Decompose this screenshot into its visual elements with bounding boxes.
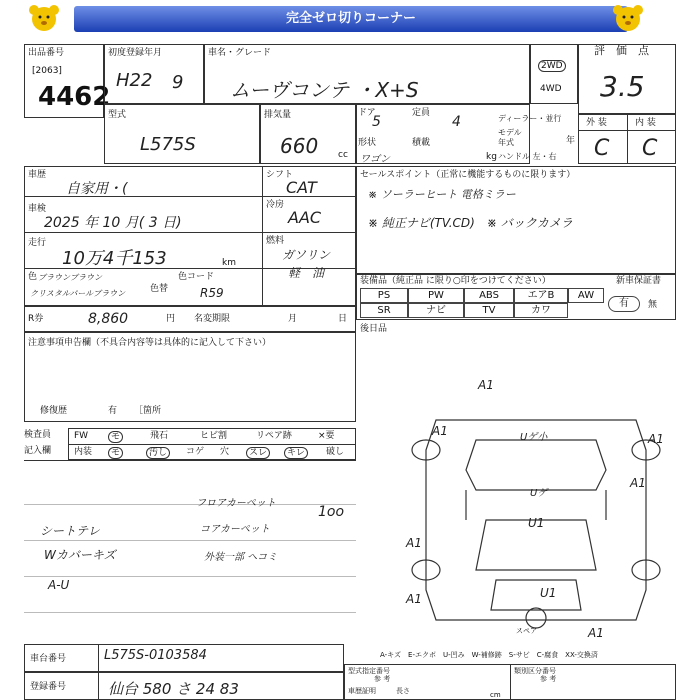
drive-2wd: 2WD	[538, 60, 566, 72]
diagram-legend: A-キズ E-エクボ U-凹み W-補修跡 S-サビ C-腐食 XX-交換済	[380, 651, 598, 659]
change-label: 名変期限	[194, 314, 231, 324]
name-label: 車名・グレード	[208, 48, 272, 58]
dmg-label-6: Uゲ	[530, 488, 548, 499]
recycle-value: 8,860	[88, 311, 129, 327]
insp-repair: リペア跡	[256, 431, 292, 441]
lot-number: 4462	[38, 82, 111, 112]
shift-value: CAT	[286, 178, 317, 197]
inspection-label: 車検	[28, 204, 47, 214]
notes-label: 注意事項申告欄（不具合内容等は具体的に記入して下さい）	[28, 338, 272, 348]
dmg-label-10: A1	[406, 592, 422, 606]
equip-airbag: エアB	[514, 288, 568, 303]
drive-4wd: 4WD	[540, 84, 562, 94]
mileage-label: 走行	[28, 238, 47, 248]
rear-seat-label: 後日品	[360, 324, 388, 334]
change-unit: 月	[288, 314, 298, 324]
remark-line-5: 外装一部 ヘコミ	[204, 552, 278, 563]
load-unit: kg	[486, 152, 497, 162]
fuel-label: 燃料	[266, 236, 285, 246]
color-value-sub: ブラウンブラウン	[38, 273, 102, 282]
repair-value: 有	[108, 406, 118, 416]
model-value: L575S	[140, 134, 196, 155]
remark-line-1: フロアカーペット	[196, 498, 276, 509]
recycle-label: R券	[28, 314, 44, 324]
remark-line-3: シートテレ	[40, 524, 100, 538]
load-label: 積載	[412, 138, 431, 148]
insp-rub: スレ	[246, 447, 270, 459]
fuel-value-2: 軽 油	[288, 266, 325, 280]
recycle-unit: 円	[166, 314, 176, 324]
type-label: 型式指定番号	[348, 667, 390, 675]
drive-box	[530, 44, 578, 104]
registration-value: 仙台 580 さ 24 83	[108, 680, 239, 698]
sales-line-2: ※ 純正ナビ(TV.CD) ※ バックカメラ	[368, 216, 573, 230]
dealer-label: ディーラー・並行	[498, 114, 562, 123]
color-value: クリスタルパールブラウン	[30, 289, 126, 298]
cc-label: 排気量	[264, 110, 292, 120]
handle-label: ハンドル 左・右	[498, 152, 557, 161]
grade-value: 3.5	[600, 70, 645, 103]
cat-ref: 参 考	[540, 675, 557, 683]
insp-int-mo: モ	[108, 447, 123, 459]
cat-label: 類別区分番号	[514, 667, 556, 675]
equip-navi: ナビ	[408, 303, 464, 318]
equip-pw: PW	[408, 288, 464, 303]
name-value: ムーヴコンテ ・X+S	[230, 78, 419, 102]
dmg-label-2: A1	[432, 424, 448, 438]
inspection-value: 2025 年 10 月( 3 日)	[44, 215, 182, 231]
insp-burn: コゲ	[186, 447, 205, 457]
sales-line-1: ※ ソーラーヒート 電格ミラー	[368, 188, 516, 201]
insp-need: ×要	[318, 431, 335, 441]
warranty-yes: 有	[608, 296, 640, 312]
dmg-label-3: Uゲ小	[520, 432, 548, 443]
warranty-label: 新車保証書	[616, 276, 662, 286]
lot-sub: [2063]	[32, 66, 62, 76]
dmg-label-5: A1	[630, 476, 646, 490]
code-label: 色コード	[178, 272, 215, 282]
dmg-label-9: U1	[540, 586, 557, 600]
door-value: 5	[372, 114, 381, 130]
model-label: 型式	[108, 110, 127, 120]
insp-hole: 穴	[220, 447, 230, 457]
dmg-label-4: A1	[648, 432, 664, 446]
cap-label: 定員	[412, 108, 431, 118]
cap-value: 4	[452, 114, 461, 130]
history-label: 車歴	[28, 170, 47, 180]
body-label: 形状	[358, 138, 377, 148]
recycle-box	[24, 306, 356, 332]
repair-place: ［箇所	[134, 406, 162, 416]
insp-mo: モ	[108, 431, 123, 443]
insp-stone: 飛石	[150, 431, 169, 441]
ac-value: AAC	[288, 208, 322, 227]
body-value: ワゴン	[360, 154, 390, 165]
code-value: R59	[200, 286, 224, 300]
dmg-label-11: A1	[588, 626, 604, 640]
tone-label: 色替	[150, 284, 169, 294]
equip-aw: AW	[568, 288, 604, 303]
grade-label: 評 価 点	[594, 44, 649, 57]
dmg-label-1: A1	[478, 378, 494, 392]
equipment-label: 装備品（純正品 に限り○印をつけてください）	[360, 276, 551, 286]
cc-unit: cc	[338, 150, 348, 160]
cc-value: 660	[280, 134, 319, 158]
shift-label: シフト	[266, 170, 294, 180]
mascot-left-icon	[26, 4, 62, 34]
equip-leather: カワ	[514, 303, 568, 318]
damage-diagram	[396, 380, 686, 640]
warranty-no: 無	[648, 300, 658, 310]
type-ref: 参 考	[374, 675, 391, 683]
mascot-right-icon	[610, 4, 646, 34]
inspector-row2-label: 記入欄	[24, 446, 52, 456]
insp-cut: キレ	[284, 447, 308, 459]
ext-label: 外 装	[586, 118, 607, 128]
ac-label: 冷房	[266, 200, 285, 210]
chassis-value: L575S-0103584	[104, 648, 207, 663]
remark-line-6: A-U	[48, 578, 70, 592]
sales-label: セールスポイント（正常に機能するものに限ります）	[360, 170, 576, 180]
equip-tv: TV	[464, 303, 514, 318]
regno-label: 車歴証明	[348, 687, 376, 695]
len-label: 長さ	[396, 687, 410, 695]
banner-title: 完全ゼロ切りコーナー	[74, 6, 628, 32]
equip-sr: SR	[360, 303, 408, 318]
remark-line-4: Wカバーキズ	[44, 548, 116, 562]
door-label: ドア	[358, 108, 376, 118]
history-value: 自家用・(	[66, 181, 128, 197]
reg-year: H22	[116, 70, 153, 91]
change-unit-2: 日	[338, 314, 348, 324]
repair-label: 修復歴	[40, 406, 68, 416]
int-label: 内 装	[635, 118, 656, 128]
equip-abs: ABS	[464, 288, 514, 303]
reg-month: 9	[172, 72, 184, 93]
chassis-label: 車台番号	[30, 654, 67, 664]
ext-value: C	[594, 136, 610, 161]
model-year-label: モデル年式	[498, 128, 522, 147]
int-value: C	[642, 136, 658, 161]
remark-corner: 1oo	[318, 504, 345, 520]
equip-ps: PS	[360, 288, 408, 303]
color-label: 色	[28, 272, 38, 282]
dmg-label-7: U1	[528, 516, 545, 530]
lot-label: 出品番号	[28, 48, 65, 58]
mileage-unit: km	[222, 258, 236, 268]
remark-line-2: コアカーペット	[200, 524, 270, 535]
mileage-value: 10万4千153	[62, 248, 167, 269]
inspector-row1-label: 検査員	[24, 430, 52, 440]
insp-fw: FW	[74, 431, 89, 441]
insp-dirt: 汚し	[146, 447, 170, 459]
registration-label: 登録番号	[30, 682, 67, 692]
cm-label: cm	[490, 691, 501, 699]
diagram-bottom-label: スペア	[516, 627, 537, 635]
insp-tear: 破し	[326, 447, 345, 457]
dmg-label-8: A1	[406, 536, 422, 550]
insp-crack: ヒビ割	[200, 431, 228, 441]
model-year-sub: 年	[566, 136, 576, 146]
insp-int: 内装	[74, 447, 93, 457]
fuel-value-1: ガソリン	[282, 248, 331, 262]
reg-label: 初度登録年月	[108, 48, 163, 58]
